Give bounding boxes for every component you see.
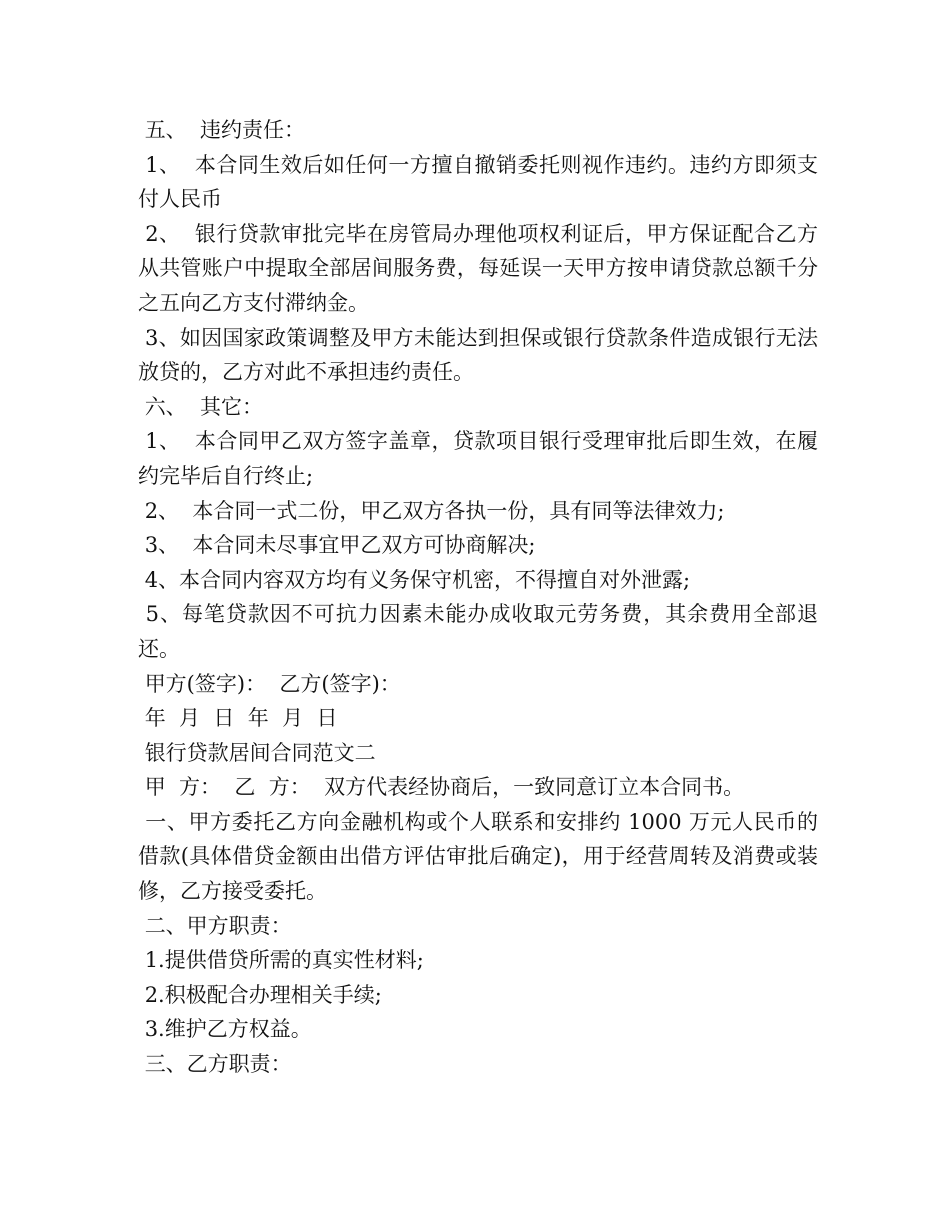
list-item: 3.维护乙方权益。	[138, 1017, 312, 1042]
section-heading-other: 六、 其它：	[138, 394, 264, 419]
list-item: 1.提供借贷所需的真实性材料;	[138, 948, 424, 973]
clause-paragraph: 1、 本合同生效后如任何一方擅自撤销委托则视作违约。违约方即须支付人民币	[138, 152, 818, 212]
parties-line: 甲 方： 乙 方： 双方代表经协商后，一致同意订立本合同书。	[138, 775, 745, 800]
document-body	[138, 113, 818, 1082]
clause-paragraph: 一、甲方委托乙方向金融机构或个人联系和安排约 1000 万元人民币的借款(具体借贷金额由出借方评估审批后确定)，用于经营周转及消费或装修，乙方接受委托。	[138, 809, 818, 904]
section-heading-breach-liability: 五、 违约责任：	[138, 118, 306, 142]
clause-paragraph: 3、如因国家政策调整及甲方未能达到担保或银行贷款条件造成银行无法放贷的，乙方对此不承担违约责任。	[138, 325, 819, 385]
list-item: 2.积极配合办理相关手续;	[138, 982, 382, 1007]
clause-paragraph: 5、每笔贷款因不可抗力因素未能办成收取元劳务费，其余费用全部退还。	[138, 602, 819, 661]
document-subtitle: 银行贷款居间合同范文二	[138, 740, 376, 765]
date-line: 年 月 日 年 月 日	[138, 706, 338, 731]
clause-paragraph: 2、 本合同一式二份，甲乙双方各执一份，具有同等法律效力;	[138, 498, 725, 523]
section-heading-party-a-duties: 二、甲方职责：	[138, 913, 292, 938]
section-heading-party-b-duties: 三、乙方职责：	[138, 1052, 292, 1077]
clause-paragraph: 1、 本合同甲乙双方签字盖章，贷款项目银行受理审批后即生效，在履约完毕后自行终止;	[138, 429, 818, 488]
signature-line: 甲方(签字)： 乙方(签字)：	[138, 671, 401, 696]
clause-paragraph: 3、 本合同未尽事宜甲乙双方可协商解决;	[138, 533, 536, 558]
clause-paragraph: 2、 银行贷款审批完毕在房管局办理他项权利证后，甲方保证配合乙方从共管账户中提取全部居间服务费，每延误一天甲方按申请贷款总额千分之五向乙方支付滞纳金。	[138, 221, 818, 315]
clause-paragraph: 4、本合同内容双方均有义务保守机密，不得擅自对外泄露;	[138, 567, 691, 592]
